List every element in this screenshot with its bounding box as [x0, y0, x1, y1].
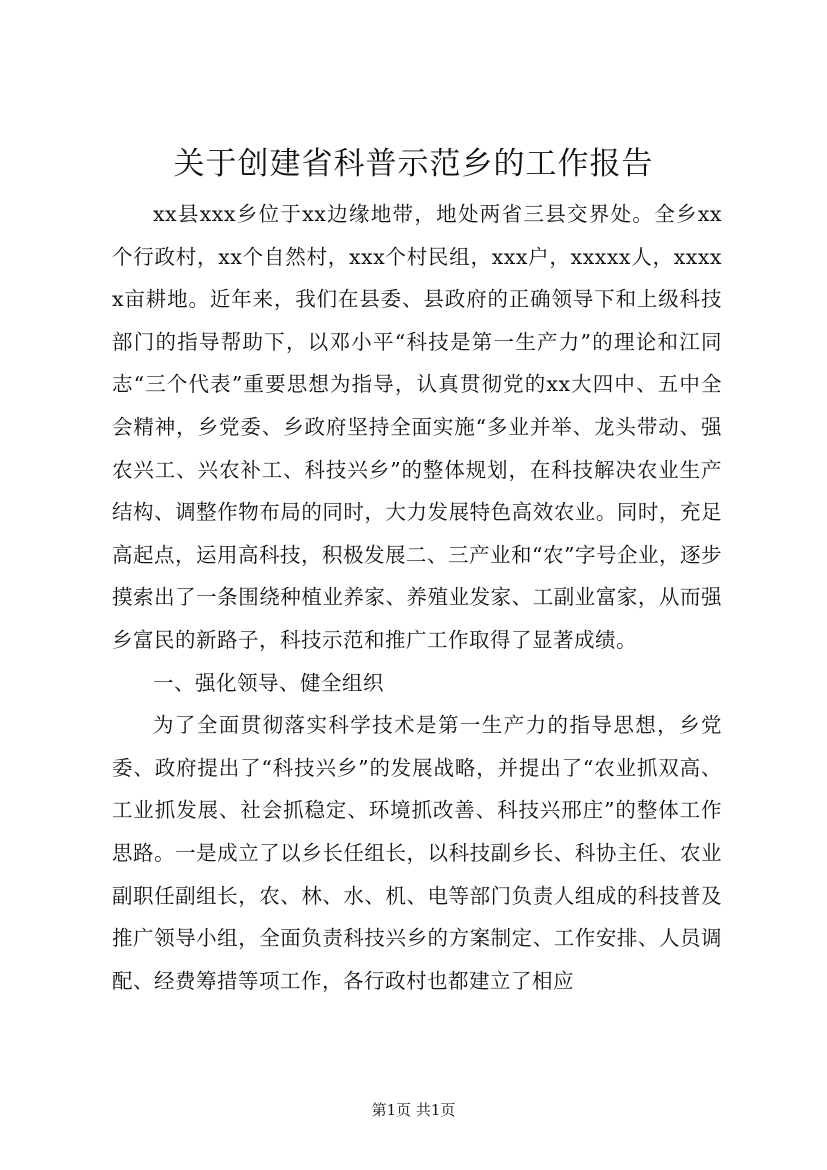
intro-paragraph: xx县xxx乡位于xx边缘地带，地处两省三县交界处。全乡xx个行政村，xx个自然村，xxx个村民组，xxx户，xxxxx人，xxxxx亩耕地。近年来，我们在县委、县政府的正确领导下和上级科技部门的指导帮助下，以邓小平“科技是第一生产力”的理论和江同志“三个代表”重要思想为指导，认真贯彻党的xx大四中、五中全会精神，乡党委、乡政府坚持全面实施“多业并举、龙头带动、强农兴工、兴农补工、科技兴乡”的整体规划，在科技解决农业生产结构、调整作物布局的同时，大力发展特色高效农业。同时，充足高起点，运用高科技，积极发展二、三产业和“农”字号企业，逐步摸索出了一条围绕种植业养家、养殖业发家、工副业富家，从而强乡富民的新路子，科技示范和推广工作取得了显著成绩。: [112, 202, 722, 652]
document-body: [112, 193, 722, 1002]
document-title: 关于创建省科普示范乡的工作报告: [173, 146, 654, 182]
page-footer: 第1页 共1页: [371, 1101, 456, 1119]
section-heading: 一、强化领导、健全组织: [153, 670, 384, 695]
section-paragraph: 为了全面贯彻落实科学技术是第一生产力的指导思想，乡党委、政府提出了“科技兴乡”的发展战略，并提出了“农业抓双高、工业抓发展、社会抓稳定、环境抓改善、科技兴邢庄”的整体工作思路。一是成立了以乡长任组长，以科技副乡长、科协主任、农业副职任副组长，农、林、水、机、电等部门负责人组成的科技普及推广领导小组，全面负责科技兴乡的方案制定、工作安排、人员调配、经费筹措等项工作，各行政村也都建立了相应: [112, 713, 722, 993]
